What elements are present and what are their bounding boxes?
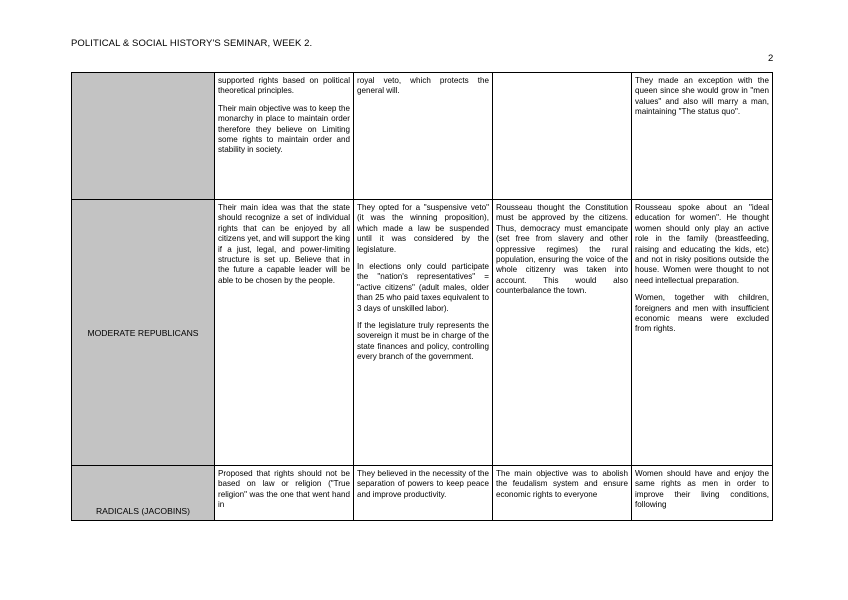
comparison-table xyxy=(71,72,773,521)
table-cell xyxy=(354,73,493,200)
cell-paragraph: Rousseau spoke about an "ideal education for women". He thought women should only play an active role in the family (breastfeeding, raising and educating the kids, etc) and not in risky positions outside the house. Women were thought to not need intellectual preparation. xyxy=(635,203,769,285)
cell-paragraph: royal veto, which protects the general will. xyxy=(357,76,489,96)
row-label-cell xyxy=(72,73,215,200)
cell-paragraph: They made an exception with the queen since she would grow in "men values" and also will marry a man, maintaining "The status quo". xyxy=(635,76,769,117)
table-cell xyxy=(632,73,773,200)
cell-paragraph: Their main objective was to keep the monarchy in place to maintain order therefore they believe on Limiting some rights to maintain order and stability in society. xyxy=(218,103,350,155)
table-cell xyxy=(354,200,493,466)
cell-paragraph: Women, together with children, foreigners and men with insufficient economic means were excluded from rights. xyxy=(635,293,769,334)
cell-paragraph: Their main idea was that the state should recognize a set of individual rights that can be enjoyed by all citizens yet, and will support the king if a just, legal, and power-limiting structure is set up. Believe that in the future a capable leader will be able to be chosen by the people. xyxy=(218,203,350,285)
cell-paragraph: They opted for a "suspensive veto" (it was the winning proposition), which made a law be suspended until it was considered by the legislature. xyxy=(357,203,489,254)
table-cell xyxy=(215,73,354,200)
table-cell xyxy=(493,466,632,521)
table-cell xyxy=(215,466,354,521)
cell-paragraph: In elections only could participate the "nation's representatives" = "active citizens" (adult males, older than 25 who paid taxes equivalent to 3 days of unskilled labor). xyxy=(357,262,489,313)
table-cell xyxy=(632,466,773,521)
document-header: POLITICAL & SOCIAL HISTORY'S SEMINAR, WEEK 2. xyxy=(71,38,313,49)
cell-paragraph: They believed in the necessity of the separation of powers to keep peace and improve productivity. xyxy=(357,469,489,499)
table-row xyxy=(72,200,773,466)
table-cell xyxy=(493,200,632,466)
row-label-radicals: RADICALS (JACOBINS) xyxy=(72,466,215,521)
cell-paragraph: Women should have and enjoy the same rights as men in order to improve their living conditions, following xyxy=(635,469,769,510)
table-row xyxy=(72,73,773,200)
cell-paragraph: The main objective was to abolish the feudalism system and ensure economic rights to everyone xyxy=(496,469,628,499)
table-cell xyxy=(632,200,773,466)
cell-paragraph: Proposed that rights should not be based on law or religion ("True religion" was the one that went hand in xyxy=(218,469,350,510)
page-number: 2 xyxy=(768,53,774,64)
row-label-moderate-republicans: MODERATE REPUBLICANS xyxy=(72,200,215,466)
table-cell xyxy=(354,466,493,521)
table-row xyxy=(72,466,773,521)
cell-paragraph: If the legislature truly represents the sovereign it must be in charge of the state finances and policy, controlling every branch of the government. xyxy=(357,321,489,362)
cell-paragraph: Rousseau thought the Constitution must be approved by the citizens. Thus, democracy must emancipate (set free from slavery and other oppressive regimes) the rural population, ensuring the voice of the whole citizenry was taken into account. This would also counterbalance the town. xyxy=(496,203,628,296)
table-cell xyxy=(215,200,354,466)
table-cell xyxy=(493,73,632,200)
cell-paragraph: supported rights based on political theoretical principles. xyxy=(218,76,350,96)
